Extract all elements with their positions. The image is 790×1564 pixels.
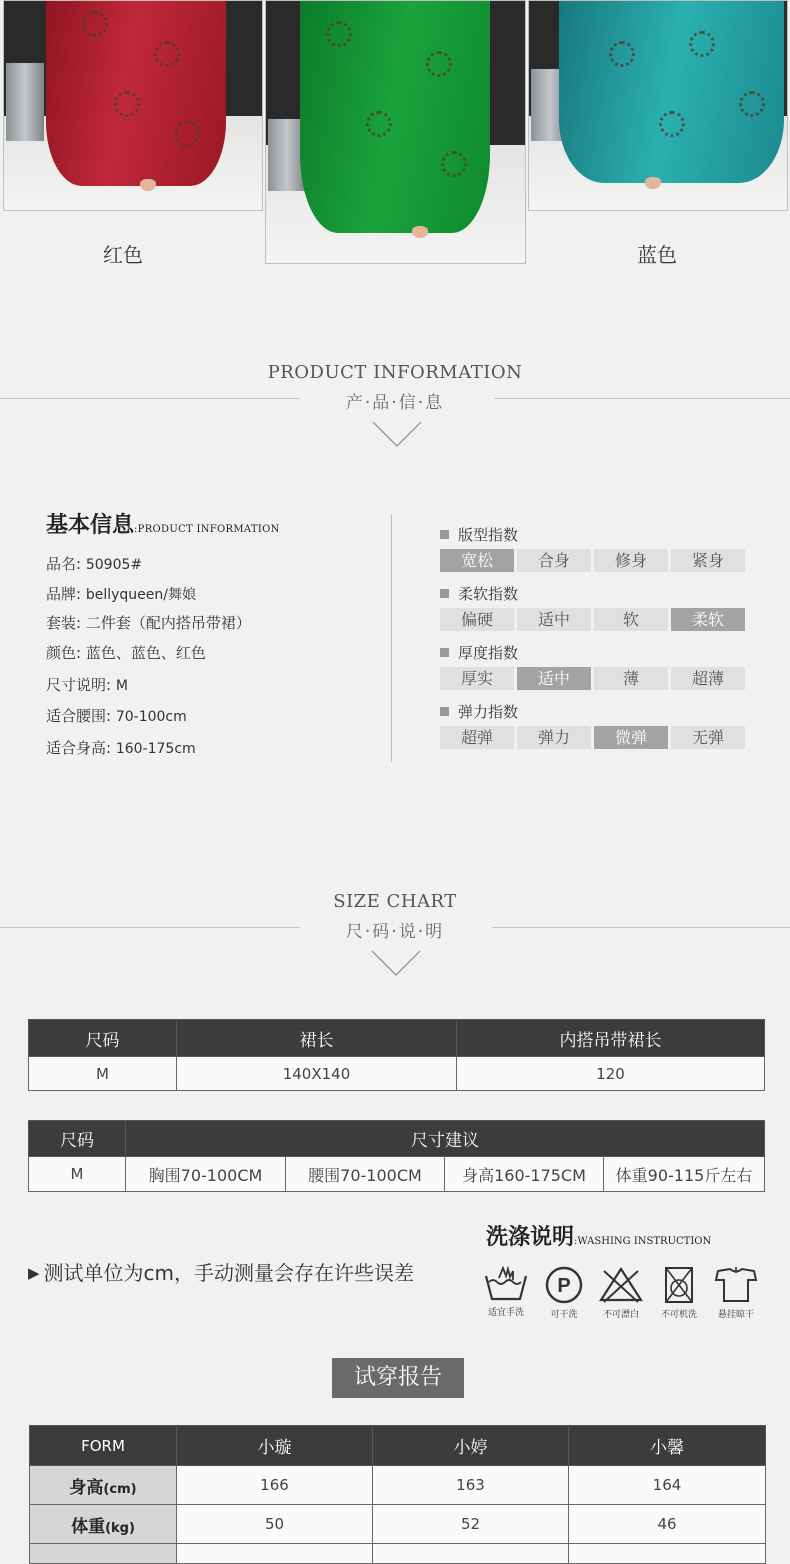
- index-scale-fit: [440, 549, 745, 572]
- tryon-header: 小婷: [373, 1426, 569, 1466]
- size-table-header: 尺码: [29, 1020, 177, 1057]
- washing-title-en: :WASHING INSTRUCTION: [574, 1236, 712, 1247]
- info-divider: [391, 514, 392, 762]
- wash-item-hang-dry: [708, 1266, 764, 1320]
- row-label-text: 体重: [71, 1516, 106, 1537]
- wash-item-dry-clean: [536, 1266, 592, 1320]
- index-scale-softness: [440, 608, 745, 631]
- table-cell: 50: [177, 1505, 373, 1544]
- index-option: 适中: [517, 667, 591, 690]
- info-row: [46, 553, 142, 574]
- index-option: 柔软: [671, 608, 745, 631]
- info-row: [46, 612, 251, 633]
- index-option: 弹力: [517, 726, 591, 749]
- no-bleach-icon: [598, 1266, 644, 1304]
- index-option: 宽松: [440, 549, 514, 572]
- table-cell: 164: [569, 1466, 766, 1505]
- index-title-elasticity: [440, 701, 518, 722]
- index-scale-thickness: [440, 667, 745, 690]
- index-option: 厚实: [440, 667, 514, 690]
- product-photo-red: [3, 0, 263, 211]
- table-row: [30, 1466, 766, 1505]
- tryon-row-label: [30, 1505, 177, 1544]
- triangle-bullet-icon: ▶: [28, 1264, 40, 1282]
- chevron-down-icon: [371, 420, 423, 448]
- index-option: 软: [594, 608, 668, 631]
- wash-label: 不可机洗: [660, 1310, 697, 1320]
- index-option: 合身: [517, 549, 591, 572]
- product-section-title-cn: 产·品·信·息: [345, 393, 445, 413]
- size-section-title-en: SIZE CHART: [333, 891, 457, 912]
- washing-title-cn: 洗涤说明: [486, 1224, 575, 1250]
- index-option: 微弹: [594, 726, 668, 749]
- table-cell: 胸围70-100CM: [126, 1157, 286, 1192]
- table-row: [30, 1505, 766, 1544]
- info-label: 品名:: [46, 555, 82, 573]
- index-option: 超弹: [440, 726, 514, 749]
- index-option: 超薄: [671, 667, 745, 690]
- info-value: 二件套（配内搭吊带裙）: [85, 614, 251, 632]
- info-label: 适合身高:: [46, 739, 112, 757]
- index-title-fit: [440, 524, 518, 545]
- measure-note: [28, 1257, 414, 1286]
- wash-label: 可干洗: [550, 1310, 578, 1320]
- tryon-report-title: 试穿报告: [332, 1358, 464, 1398]
- square-bullet-icon: [440, 707, 449, 716]
- table-cell: 120: [457, 1057, 765, 1091]
- table-cell: 46: [569, 1505, 766, 1544]
- index-title-text: 版型指数: [458, 526, 519, 544]
- table-cell: [373, 1544, 569, 1564]
- info-value: 50905#: [85, 557, 143, 573]
- table-cell: 腰围70-100CM: [286, 1157, 445, 1192]
- table-cell: 166: [177, 1466, 373, 1505]
- index-option: 薄: [594, 667, 668, 690]
- info-label: 颜色:: [46, 644, 82, 662]
- product-section-title-en: PRODUCT INFORMATION: [267, 362, 523, 383]
- size-table: [28, 1019, 765, 1091]
- color-label-blue: 蓝色: [637, 243, 677, 267]
- info-value: bellyqueen/舞娘: [85, 587, 196, 603]
- info-row: [46, 583, 196, 604]
- info-value: M: [115, 678, 128, 694]
- wash-label: 悬挂晾干: [717, 1310, 754, 1320]
- size-table-header: 内搭吊带裙长: [457, 1020, 765, 1057]
- washing-title: [486, 1220, 711, 1251]
- index-scale-elasticity: [440, 726, 745, 749]
- tryon-header: 小璇: [177, 1426, 373, 1466]
- fit-table: [28, 1120, 765, 1192]
- info-row: [46, 674, 128, 695]
- fit-table-header: 尺寸建议: [126, 1121, 765, 1157]
- product-photo-green: [265, 0, 526, 264]
- info-label: 尺寸说明:: [46, 676, 112, 694]
- info-row: [46, 705, 187, 726]
- fit-table-header: 尺码: [29, 1121, 126, 1157]
- basic-info-title-en: :PRODUCT INFORMATION: [134, 524, 280, 535]
- square-bullet-icon: [440, 530, 449, 539]
- product-photo-blue: [528, 0, 788, 211]
- no-machine-wash-icon: [656, 1266, 702, 1304]
- wash-item-hand-wash: [478, 1266, 534, 1318]
- wash-item-no-machine-wash: [651, 1266, 707, 1320]
- index-title-thickness: [440, 642, 518, 663]
- index-option: 修身: [594, 549, 668, 572]
- wash-item-no-bleach: [593, 1266, 649, 1320]
- info-value: 70-100cm: [115, 709, 187, 725]
- tryon-row-label: [30, 1466, 177, 1505]
- index-title-text: 厚度指数: [458, 644, 519, 662]
- table-cell: M: [29, 1057, 177, 1091]
- table-cell: 身高160-175CM: [445, 1157, 604, 1192]
- basic-info-title-cn: 基本信息: [46, 512, 135, 538]
- info-label: 品牌:: [46, 585, 82, 603]
- row-label-unit: (cm): [103, 1481, 137, 1497]
- table-cell: 140X140: [177, 1057, 457, 1091]
- hand-wash-icon: [483, 1266, 529, 1302]
- info-value: 蓝色、蓝色、红色: [85, 644, 206, 662]
- table-cell: 52: [373, 1505, 569, 1544]
- dry-clean-icon: [541, 1266, 587, 1304]
- size-section-title-cn: 尺·码·说·明: [345, 922, 445, 942]
- tryon-table: [29, 1425, 766, 1564]
- size-table-header: 裙长: [177, 1020, 457, 1057]
- info-label: 适合腰围:: [46, 707, 112, 725]
- info-row: [46, 642, 206, 663]
- row-label-text: 身高: [69, 1477, 104, 1498]
- wash-label: 不可漂白: [602, 1310, 639, 1320]
- svg-text:P: P: [557, 1275, 571, 1297]
- table-cell: [569, 1544, 766, 1564]
- square-bullet-icon: [440, 589, 449, 598]
- table-row: [29, 1057, 765, 1091]
- tryon-row-label: [30, 1544, 177, 1564]
- chevron-down-icon: [370, 949, 422, 977]
- index-option: 无弹: [671, 726, 745, 749]
- basic-info-title: [46, 508, 280, 539]
- index-title-text: 弹力指数: [458, 703, 519, 721]
- table-cell: M: [29, 1157, 126, 1192]
- row-label-unit: (kg): [105, 1520, 135, 1536]
- hang-dry-icon: [713, 1266, 759, 1304]
- table-cell: 163: [373, 1466, 569, 1505]
- tryon-header-form: FORM: [30, 1426, 177, 1466]
- info-row: [46, 737, 196, 758]
- index-option: 偏硬: [440, 608, 514, 631]
- table-row: [30, 1544, 766, 1564]
- square-bullet-icon: [440, 648, 449, 657]
- info-label: 套装:: [46, 614, 82, 632]
- index-title-softness: [440, 583, 518, 604]
- wash-label: 适宜手洗: [487, 1308, 524, 1318]
- index-title-text: 柔软指数: [458, 585, 519, 603]
- info-value: 160-175cm: [115, 741, 196, 757]
- color-label-red: 红色: [103, 243, 143, 267]
- index-option: 紧身: [671, 549, 745, 572]
- tryon-header: 小馨: [569, 1426, 766, 1466]
- table-row: [29, 1157, 765, 1192]
- table-cell: 体重90-115斤左右: [604, 1157, 765, 1192]
- table-cell: [177, 1544, 373, 1564]
- index-option: 适中: [517, 608, 591, 631]
- measure-note-text: 测试单位为cm，手动测量会存在许些误差: [43, 1261, 415, 1285]
